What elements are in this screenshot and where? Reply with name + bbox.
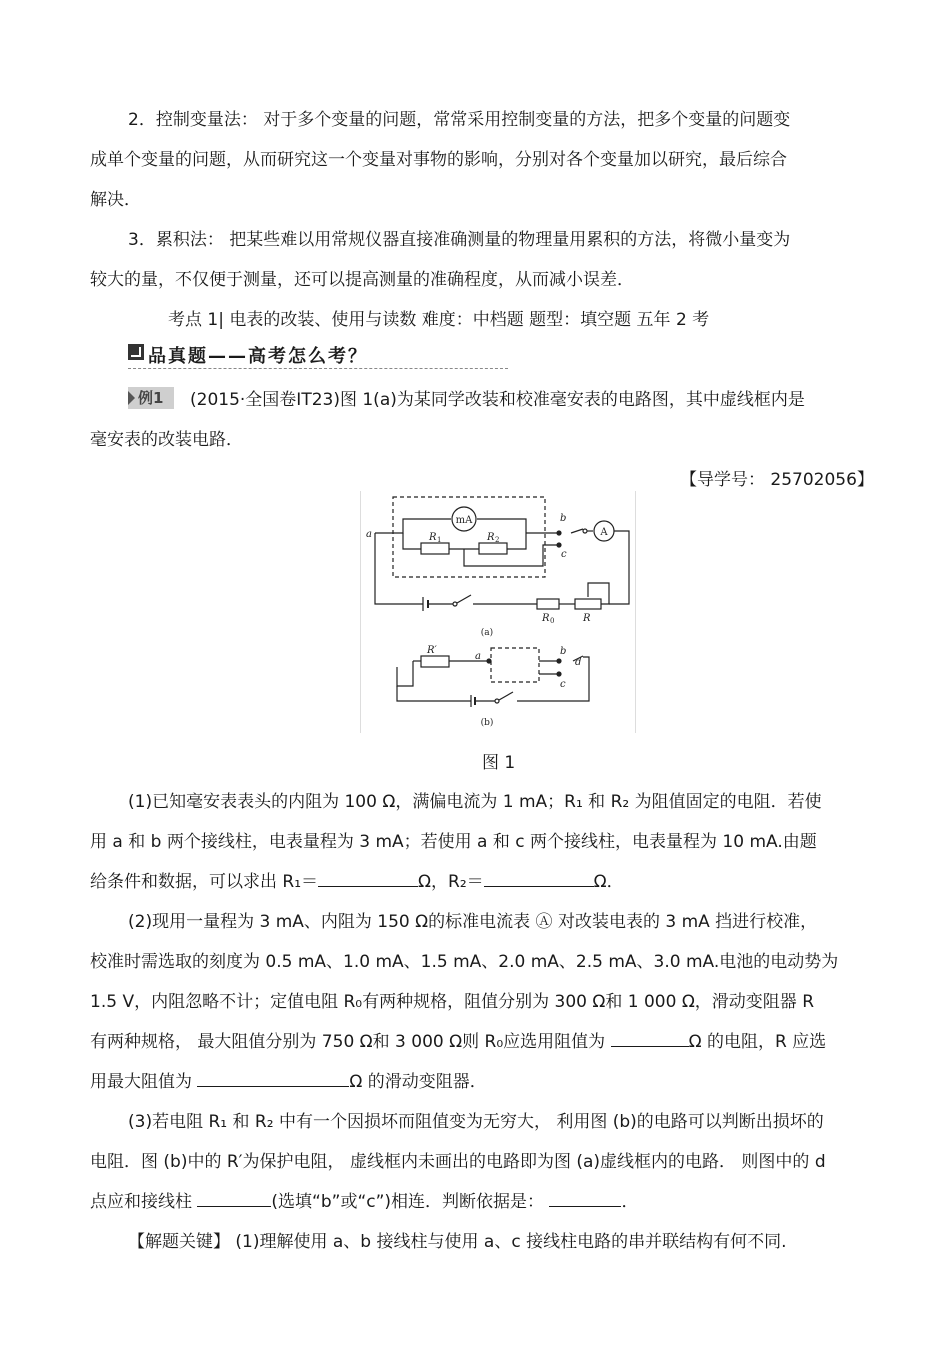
example-text-2: 毫安表的改装电路． xyxy=(90,430,243,450)
circuit-diagram xyxy=(361,491,635,733)
resistor-r-prime xyxy=(421,656,449,667)
question-2-line-3: 1.5 V，内阻忽略不计；定值电阻 R₀有两种规格，阻值分别为 300 Ω和 1 000 Ω，滑动变阻器 R xyxy=(90,992,815,1012)
blank-r2[interactable] xyxy=(484,886,594,887)
main-switch-blade xyxy=(457,595,471,603)
wire-b-left-bottom xyxy=(397,686,471,701)
question-2-line-4 xyxy=(90,1031,826,1053)
label-r: R xyxy=(583,613,591,624)
blank-terminal[interactable] xyxy=(197,1206,271,1207)
example-badge-label: 例1 xyxy=(138,389,164,407)
check-box-icon xyxy=(128,344,144,360)
section-title: 品真题——高考怎么考？ xyxy=(148,346,368,367)
label-b-node-b: b xyxy=(560,646,567,657)
label-node-a: a xyxy=(366,529,372,540)
figure-caption: 图 1 xyxy=(482,753,516,773)
question-3-line-3 xyxy=(90,1191,638,1213)
dashed-box-a xyxy=(393,497,545,577)
switch-blade xyxy=(571,529,583,533)
rheostat-slider xyxy=(588,583,609,604)
paragraph-control-variable-1: 2．控制变量法： 对于多个变量的问题，常常采用控制变量的方法，把多个变量的问题变 xyxy=(128,110,791,130)
wire-r2-right xyxy=(507,533,526,549)
question-2-line-2: 校准时需选取的刻度为 0.5 mA、1.0 mA、1.5 mA、2.0 mA、2.5 mA、3.0 mA.电池的电动势为 xyxy=(90,952,839,972)
blank-reason[interactable] xyxy=(549,1206,621,1207)
q3-l3-text-a: 点应和接线柱 xyxy=(90,1192,198,1212)
q1-l3-text-a: 给条件和数据，可以求出 R₁＝ xyxy=(90,872,319,892)
switch-b-pivot xyxy=(495,699,499,703)
wire-c-node xyxy=(464,545,557,566)
label-b-node-c: c xyxy=(560,679,566,690)
terminal-c xyxy=(557,543,561,547)
example-badge xyxy=(128,387,174,409)
paragraph-control-variable-3: 解决． xyxy=(90,190,141,210)
question-1-line-3 xyxy=(90,871,624,893)
question-1-line-1: (1)已知毫安表表头的内阻为 100 Ω，满偏电流为 1 mA；R₁ 和 R₂ 为阻值固定的电阻．若使 xyxy=(128,792,822,812)
label-ma: mA xyxy=(455,515,473,526)
q2-l4-text-a: 有两种规格， 最大阻值分别为 750 Ω和 3 000 Ω则 R₀应选用阻值为 xyxy=(90,1032,611,1052)
label-r-prime: R′ xyxy=(427,645,437,656)
switch-pivot xyxy=(583,529,587,533)
blank-r-max[interactable] xyxy=(197,1086,349,1087)
resistor-r2 xyxy=(479,543,507,554)
paragraph-control-variable-2: 成单个变量的问题，从而研究这一个变量对事物的影响，分别对各个变量加以研究，最后综合 xyxy=(90,150,787,170)
kaodian-heading: 考点 1| 电表的改装、使用与读数 难度：中档题 题型：填空题 五年 2 考 xyxy=(168,310,710,330)
terminal-a-b xyxy=(487,659,491,663)
label-fig-a: (a) xyxy=(480,628,494,638)
wire-right-side xyxy=(609,531,629,604)
guide-number: 【导学号： 25702056】 xyxy=(680,470,874,490)
label-b-node-d: d xyxy=(575,657,582,668)
q1-l3-text-b: Ω，R₂＝ xyxy=(418,872,484,892)
label-node-c: c xyxy=(561,549,567,560)
label-r1: R xyxy=(429,532,437,543)
q2-l5-text-b: Ω 的滑动变阻器． xyxy=(349,1072,487,1092)
example-text-1: (2015·全国卷ⅠT23)图 1(a)为某同学改装和校准毫安表的电路图，其中虚线框内是 xyxy=(190,390,805,410)
resistor-r1 xyxy=(421,543,449,554)
label-r0-sub: 0 xyxy=(550,617,555,625)
dashed-box-b xyxy=(491,648,539,682)
label-a-meter: A xyxy=(600,527,608,538)
question-3-line-1: (3)若电阻 R₁ 和 R₂ 中有一个因损坏而阻值变为无穷大， 利用图 (b)的电路可以判断出损坏的 xyxy=(128,1112,824,1132)
label-r2: R xyxy=(487,532,495,543)
label-fig-b: (b) xyxy=(480,718,494,728)
terminal-b2 xyxy=(557,659,561,663)
paragraph-accumulation-2: 较大的量，不仅便于测量，还可以提高测量的准确程度，从而减小误差． xyxy=(90,270,634,290)
label-r2-sub: 2 xyxy=(495,536,500,544)
wire-rp-left xyxy=(397,661,413,686)
resistor-r0 xyxy=(537,599,559,609)
paragraph-accumulation-1: 3．累积法： 把某些难以用常规仪器直接准确测量的物理量用累积的方法，将微小量变为 xyxy=(128,230,791,250)
label-r0: R xyxy=(542,613,550,624)
q2-l5-text-a: 用最大阻值为 xyxy=(90,1072,198,1092)
wire-top-left xyxy=(375,519,451,533)
rheostat-r xyxy=(575,599,601,609)
blank-r0[interactable] xyxy=(611,1046,689,1047)
key-hint: 【解题关键】 (1)理解使用 a、b 接线柱与使用 a、c 接线柱电路的串并联结构有何不同. xyxy=(128,1232,787,1252)
wire-r1-left xyxy=(403,533,421,549)
question-3-line-2: 电阻．图 (b)中的 R′为保护电阻， 虚线框内未画出的电路即为图 (a)虚线框内的电路． 则图中的 d xyxy=(90,1152,826,1172)
section-header xyxy=(128,342,508,369)
blank-r1[interactable] xyxy=(318,886,418,887)
wire-top-right xyxy=(477,519,526,533)
q3-l3-text-c: ． xyxy=(621,1192,639,1212)
q2-l4-text-b: Ω 的电阻，R 应选 xyxy=(688,1032,827,1052)
main-switch-pivot xyxy=(453,602,457,606)
question-2-line-5 xyxy=(90,1071,487,1093)
circuit-figure xyxy=(360,491,636,733)
terminal-b xyxy=(557,531,561,535)
question-1-line-2: 用 a 和 b 两个接线柱，电表量程为 3 mA；若使用 a 和 c 两个接线柱，电表量程为 10 mA.由题 xyxy=(90,832,817,852)
label-r1-sub: 1 xyxy=(437,536,442,544)
label-b-node-a: a xyxy=(475,651,481,662)
wire-left-side xyxy=(375,533,423,604)
question-2-line-1: (2)现用一量程为 3 mA、内阻为 150 Ω的标准电流表 Ⓐ 对改装电表的 3 mA 挡进行校准， xyxy=(128,912,818,932)
q1-l3-text-c: Ω． xyxy=(593,872,624,892)
q3-l3-text-b: (选填“b”或“c”)相连．判断依据是： xyxy=(271,1192,550,1212)
switch-b-blade xyxy=(499,692,513,700)
label-node-b: b xyxy=(560,513,567,524)
terminal-c2 xyxy=(557,672,561,676)
